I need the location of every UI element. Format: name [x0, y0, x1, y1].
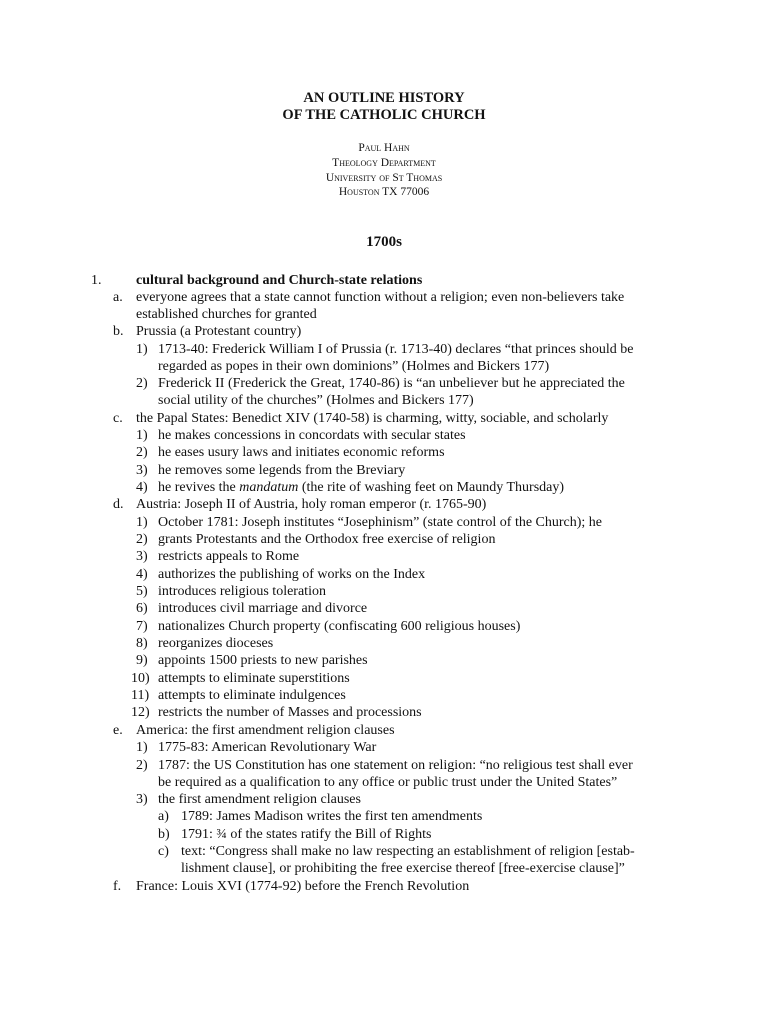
outline-text-1e: America: the first amendment religion clauses [136, 723, 395, 738]
document-title-line-1: AN OUTLINE HISTORY [303, 90, 465, 106]
outline-marker-1d4: 4) [136, 567, 148, 582]
outline-text-1d7: nationalizes Church property (confiscating 600 religious houses) [158, 619, 521, 634]
author-address: Houston TX 77006 [338, 186, 430, 198]
document-title-line-2: OF THE CATHOLIC CHURCH [282, 107, 486, 123]
outline-text-1a-line-1: everyone agrees that a state cannot function without a religion; even non-believers take [136, 290, 625, 305]
outline-marker-1d: d. [113, 497, 124, 512]
outline-text-1f: France: Louis XVI (1774-92) before the French Revolution [136, 879, 470, 894]
outline-marker-1d7: 7) [136, 619, 148, 634]
outline-text-1c3: he removes some legends from the Breviary [158, 463, 406, 478]
outline-marker-1d8: 8) [136, 636, 148, 651]
outline-marker-1d6: 6) [136, 601, 148, 616]
outline-text-1c4-after: (the rite of washing feet on Maundy Thursday) [298, 480, 565, 495]
outline-text-1d8: reorganizes dioceses [158, 636, 274, 651]
outline-text-1b2-line-2: social utility of the churches” (Holmes and Bickers 177) [158, 393, 474, 408]
outline-text-1d: Austria: Joseph II of Austria, holy roman emperor (r. 1765-90) [136, 497, 487, 512]
outline-marker-1d5: 5) [136, 584, 148, 599]
outline-marker-1b2: 2) [136, 376, 148, 391]
outline-text-1e3: the first amendment religion clauses [158, 792, 361, 807]
outline-marker-1e3a: a) [158, 809, 169, 824]
outline-text-1c4 [158, 479, 564, 496]
outline-text-1c2: he eases usury laws and initiates economic reforms [158, 445, 445, 460]
outline-marker-1e3c: c) [158, 844, 169, 859]
author-university: University of St Thomas [325, 172, 443, 184]
outline-text-1a-line-2: established churches for granted [136, 307, 317, 322]
outline-text-1e3c-line-2: lishment clause], or prohibiting the free exercise thereof [free-exercise clause]” [181, 861, 625, 876]
outline-marker-1d9: 9) [136, 653, 148, 668]
outline-marker-1d2: 2) [136, 532, 148, 547]
outline-text-1e3a: 1789: James Madison writes the first ten amendments [181, 809, 483, 824]
outline-marker-1: 1. [91, 273, 102, 288]
author-department: Theology Department [332, 157, 436, 169]
outline-marker-1d11: 11) [131, 688, 150, 703]
outline-text-1c4-before: he revives the [158, 480, 240, 495]
outline-text-1d10: attempts to eliminate superstitions [158, 671, 350, 686]
outline-text-1b2-line-1: Frederick II (Frederick the Great, 1740-86) is “an unbeliever but he appreciated the [158, 376, 625, 391]
outline-marker-1e: e. [113, 723, 123, 738]
outline-marker-1c3: 3) [136, 463, 148, 478]
outline-text-1c: the Papal States: Benedict XIV (1740-58) is charming, witty, sociable, and scholarly [136, 411, 609, 426]
outline-heading-1: cultural background and Church-state relations [136, 273, 423, 288]
outline-text-1d3: restricts appeals to Rome [158, 549, 300, 564]
author-name: Paul Hahn [358, 142, 410, 154]
outline-marker-1e1: 1) [136, 740, 148, 755]
outline-text-1d2: grants Protestants and the Orthodox free exercise of religion [158, 532, 496, 547]
outline-marker-1d3: 3) [136, 549, 148, 564]
outline-marker-1b: b. [113, 324, 124, 339]
outline-text-1c1: he makes concessions in concordats with secular states [158, 428, 466, 443]
outline-marker-1c: c. [113, 411, 123, 426]
mandatum-term: mandatum [239, 480, 299, 495]
outline-text-1d9: appoints 1500 priests to new parishes [158, 653, 368, 668]
outline-text-1d6: introduces civil marriage and divorce [158, 601, 368, 616]
outline-text-1e3b: 1791: ¾ of the states ratify the Bill of Rights [181, 827, 432, 842]
outline-marker-1e3b: b) [158, 827, 170, 842]
outline-text-1d1: October 1781: Joseph institutes “Josephinism” (state control of the Church); he [158, 515, 603, 530]
outline-text-1e2-line-2: be required as a qualification to any office or public trust under the United States” [158, 775, 618, 790]
outline-text-1d12: restricts the number of Masses and processions [158, 705, 422, 720]
outline-text-1d11: attempts to eliminate indulgences [158, 688, 346, 703]
outline-text-1b1-line-1: 1713-40: Frederick William I of Prussia (r. 1713-40) declares “that princes should be [158, 342, 634, 357]
outline-marker-1e2: 2) [136, 758, 148, 773]
outline-marker-1e3: 3) [136, 792, 148, 807]
outline-marker-1a: a. [113, 290, 123, 305]
outline-text-1e1: 1775-83: American Revolutionary War [158, 740, 377, 755]
outline-text-1d4: authorizes the publishing of works on the Index [158, 567, 426, 582]
outline-marker-1c4: 4) [136, 480, 148, 495]
outline-marker-1d1: 1) [136, 515, 148, 530]
outline-text-1b1-line-2: regarded as popes in their own dominions” (Holmes and Bickers 177) [158, 359, 550, 374]
outline-text-1e2-line-1: 1787: the US Constitution has one statement on religion: “no religious test shall ever [158, 758, 633, 773]
section-heading: 1700s [366, 234, 402, 250]
outline-text-1d5: introduces religious toleration [158, 584, 326, 599]
outline-marker-1d10: 10) [131, 671, 150, 686]
outline-marker-1c2: 2) [136, 445, 148, 460]
outline-text-1b: Prussia (a Protestant country) [136, 324, 302, 339]
outline-text-1e3c-line-1: text: “Congress shall make no law respecting an establishment of religion [estab- [181, 844, 635, 859]
outline-marker-1b1: 1) [136, 342, 148, 357]
outline-marker-1f: f. [113, 879, 122, 894]
outline-marker-1c1: 1) [136, 428, 148, 443]
outline-marker-1d12: 12) [131, 705, 150, 720]
